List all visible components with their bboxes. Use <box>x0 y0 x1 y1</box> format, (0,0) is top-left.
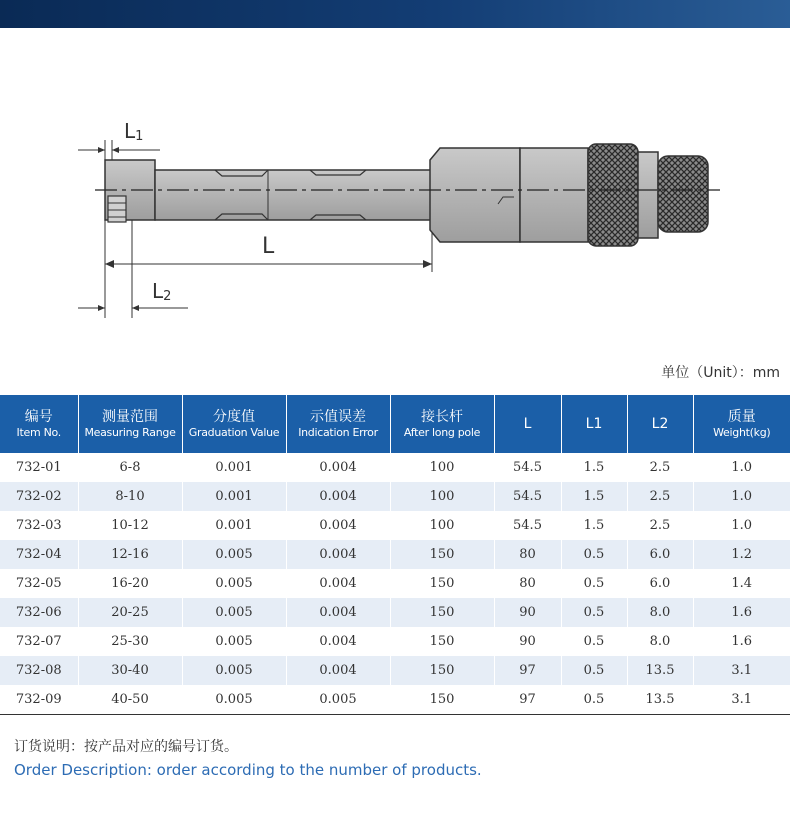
cell-l: 80 <box>494 569 561 598</box>
cell-measuring-range: 25-30 <box>78 627 182 656</box>
cell-long-pole: 100 <box>390 482 494 511</box>
cell-graduation-value: 0.005 <box>182 685 286 714</box>
cell-graduation-value: 0.001 <box>182 482 286 511</box>
cell-graduation-value: 0.005 <box>182 569 286 598</box>
cell-l1: 0.5 <box>561 685 627 714</box>
cell-l1: 1.5 <box>561 453 627 482</box>
cell-long-pole: 150 <box>390 540 494 569</box>
cell-graduation-value: 0.005 <box>182 656 286 685</box>
cell-l2: 2.5 <box>627 453 693 482</box>
cell-measuring-range: 8-10 <box>78 482 182 511</box>
cell-l: 54.5 <box>494 511 561 540</box>
cell-l: 97 <box>494 685 561 714</box>
order-note-cn: 订货说明：按产品对应的编号订货。 <box>14 739 238 755</box>
cell-weight: 1.0 <box>693 511 790 540</box>
unit-note: 单位（Unit）：mm <box>661 365 780 381</box>
ratchet-collar <box>638 152 658 238</box>
cell-weight: 1.6 <box>693 627 790 656</box>
cell-l1: 1.5 <box>561 482 627 511</box>
cell-measuring-range: 10-12 <box>78 511 182 540</box>
cell-l: 80 <box>494 540 561 569</box>
extension-rod <box>155 170 435 220</box>
cell-l1: 0.5 <box>561 598 627 627</box>
header-indication-error: 示值误差 Indication Error <box>286 395 390 453</box>
cell-measuring-range: 30-40 <box>78 656 182 685</box>
cell-weight: 1.0 <box>693 482 790 511</box>
cell-l: 97 <box>494 656 561 685</box>
cell-weight: 1.2 <box>693 540 790 569</box>
header-measuring-range: 测量范围 Measuring Range <box>78 395 182 453</box>
cell-item-no: 732-07 <box>0 627 78 656</box>
cell-l1: 0.5 <box>561 656 627 685</box>
cell-l2: 13.5 <box>627 685 693 714</box>
cell-indication-error: 0.004 <box>286 627 390 656</box>
l-label: L <box>262 234 275 259</box>
cell-l2: 2.5 <box>627 482 693 511</box>
l1-label: L1 <box>124 119 144 144</box>
cell-measuring-range: 6-8 <box>78 453 182 482</box>
cell-weight: 3.1 <box>693 685 790 714</box>
table-row <box>0 482 790 511</box>
cell-indication-error: 0.004 <box>286 511 390 540</box>
cell-weight: 3.1 <box>693 656 790 685</box>
cell-l2: 2.5 <box>627 511 693 540</box>
table-row <box>0 540 790 569</box>
spec-table <box>0 395 790 715</box>
cell-l: 54.5 <box>494 453 561 482</box>
table-row <box>0 627 790 656</box>
cell-measuring-range: 12-16 <box>78 540 182 569</box>
knurled-grip <box>588 144 638 246</box>
table-row <box>0 685 790 714</box>
cell-long-pole: 150 <box>390 627 494 656</box>
l2-label: L2 <box>152 279 172 304</box>
cell-measuring-range: 16-20 <box>78 569 182 598</box>
cell-weight: 1.4 <box>693 569 790 598</box>
header-l1: L1 <box>561 395 627 453</box>
cell-l2: 13.5 <box>627 656 693 685</box>
cell-l1: 1.5 <box>561 511 627 540</box>
cell-l2: 6.0 <box>627 569 693 598</box>
cell-l1: 0.5 <box>561 569 627 598</box>
cell-item-no: 732-02 <box>0 482 78 511</box>
cell-l: 54.5 <box>494 482 561 511</box>
cell-l1: 0.5 <box>561 627 627 656</box>
table-row <box>0 598 790 627</box>
cell-weight: 1.0 <box>693 453 790 482</box>
micrometer-drawing <box>0 100 790 340</box>
cell-long-pole: 100 <box>390 511 494 540</box>
cell-graduation-value: 0.005 <box>182 540 286 569</box>
header-graduation-value: 分度值 Graduation Value <box>182 395 286 453</box>
cell-l2: 6.0 <box>627 540 693 569</box>
header-long-pole: 接长杆 After long pole <box>390 395 494 453</box>
cell-indication-error: 0.004 <box>286 540 390 569</box>
cell-indication-error: 0.004 <box>286 598 390 627</box>
header-weight: 质量 Weight(kg) <box>693 395 790 453</box>
cell-l2: 8.0 <box>627 627 693 656</box>
table-row <box>0 656 790 685</box>
cell-l2: 8.0 <box>627 598 693 627</box>
l2-dimension <box>78 220 188 318</box>
cell-l: 90 <box>494 627 561 656</box>
cell-indication-error: 0.004 <box>286 482 390 511</box>
table-row <box>0 511 790 540</box>
table-header-row <box>0 395 790 453</box>
cell-long-pole: 150 <box>390 598 494 627</box>
cell-indication-error: 0.004 <box>286 656 390 685</box>
cell-long-pole: 150 <box>390 656 494 685</box>
cell-indication-error: 0.005 <box>286 685 390 714</box>
cell-item-no: 732-06 <box>0 598 78 627</box>
measuring-head <box>105 160 155 222</box>
cell-graduation-value: 0.005 <box>182 598 286 627</box>
thimble <box>520 148 588 242</box>
cell-measuring-range: 20-25 <box>78 598 182 627</box>
cell-indication-error: 0.004 <box>286 453 390 482</box>
header-l2: L2 <box>627 395 693 453</box>
sleeve <box>430 148 520 242</box>
cell-l1: 0.5 <box>561 540 627 569</box>
header-l: L <box>494 395 561 453</box>
cell-item-no: 732-01 <box>0 453 78 482</box>
cell-long-pole: 150 <box>390 685 494 714</box>
top-banner <box>0 0 790 28</box>
order-note-en: Order Description: order according to the number of products. <box>14 761 482 779</box>
cell-graduation-value: 0.001 <box>182 453 286 482</box>
cell-item-no: 732-03 <box>0 511 78 540</box>
cell-item-no: 732-08 <box>0 656 78 685</box>
cell-l: 90 <box>494 598 561 627</box>
cell-measuring-range: 40-50 <box>78 685 182 714</box>
cell-indication-error: 0.004 <box>286 569 390 598</box>
header-item-no: 编号 Item No. <box>0 395 78 453</box>
cell-long-pole: 150 <box>390 569 494 598</box>
table-row <box>0 569 790 598</box>
ratchet-knob <box>658 156 708 232</box>
cell-long-pole: 100 <box>390 453 494 482</box>
cell-graduation-value: 0.001 <box>182 511 286 540</box>
table-row <box>0 453 790 482</box>
cell-item-no: 732-09 <box>0 685 78 714</box>
cell-item-no: 732-04 <box>0 540 78 569</box>
cell-item-no: 732-05 <box>0 569 78 598</box>
cell-weight: 1.6 <box>693 598 790 627</box>
cell-graduation-value: 0.005 <box>182 627 286 656</box>
